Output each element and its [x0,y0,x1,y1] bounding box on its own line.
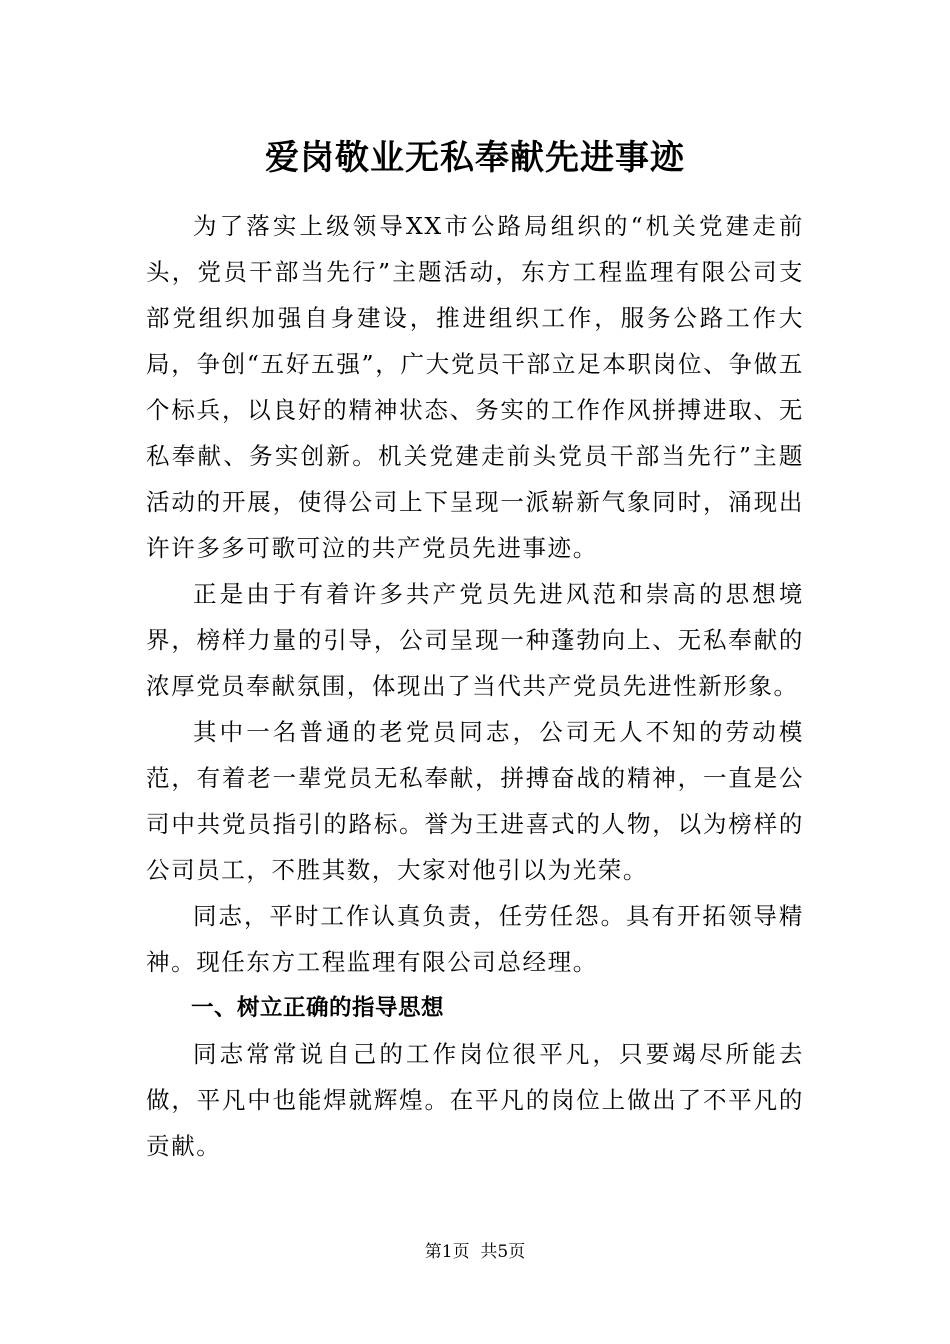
document-title: 爱岗敬业无私奉献先进事迹 [265,138,685,178]
section-paragraph: 同志常常说自己的工作岗位很平凡，只要竭尽所能去做，平凡中也能焊就辉煌。在平凡的岗位上做出了不平凡的贡献。 [146,1040,804,1160]
paragraph-4: 同志，平时工作认真负责，任劳任怨。具有开拓领导精神。现任东方工程监理有限公司总经理。 [146,902,804,976]
document-body [146,203,804,1169]
paragraph-3: 其中一名普通的老党员同志，公司无人不知的劳动模范，有着老一辈党员无私奉献，拼搏奋战的精神，一直是公司中共党员指引的路标。誉为王进喜式的人物，以为榜样的公司员工，不胜其数，大家对他引以为光荣。 [146,718,804,884]
page-total: 共5页 [480,1242,526,1262]
page-number: 第1页 [424,1242,470,1262]
paragraph-2: 正是由于有着许多共产党员先进风范和崇高的思想境界，榜样力量的引导，公司呈现一种蓬勃向上、无私奉献的浓厚党员奉献氛围，体现出了当代共产党员先进性新形象。 [146,580,804,700]
paragraph-1: 为了落实上级领导XX市公路局组织的“机关党建走前头，党员干部当先行”主题活动，东方工程监理有限公司支部党组织加强自身建设，推进组织工作，服务公路工作大局，争创“五好五强”，广大党员干部立足本职岗位、争做五个标兵，以良好的精神状态、务实的工作作风拼搏进取、无私奉献、务实创新。机关党建走前头党员干部当先行”主题活动的开展，使得公司上下呈现一派崭新气象同时，涌现出许许多多可歌可泣的共产党员先进事迹。 [146,212,804,562]
page-footer [0,1240,950,1264]
section-heading: 一、树立正确的指导思想 [191,995,445,1021]
